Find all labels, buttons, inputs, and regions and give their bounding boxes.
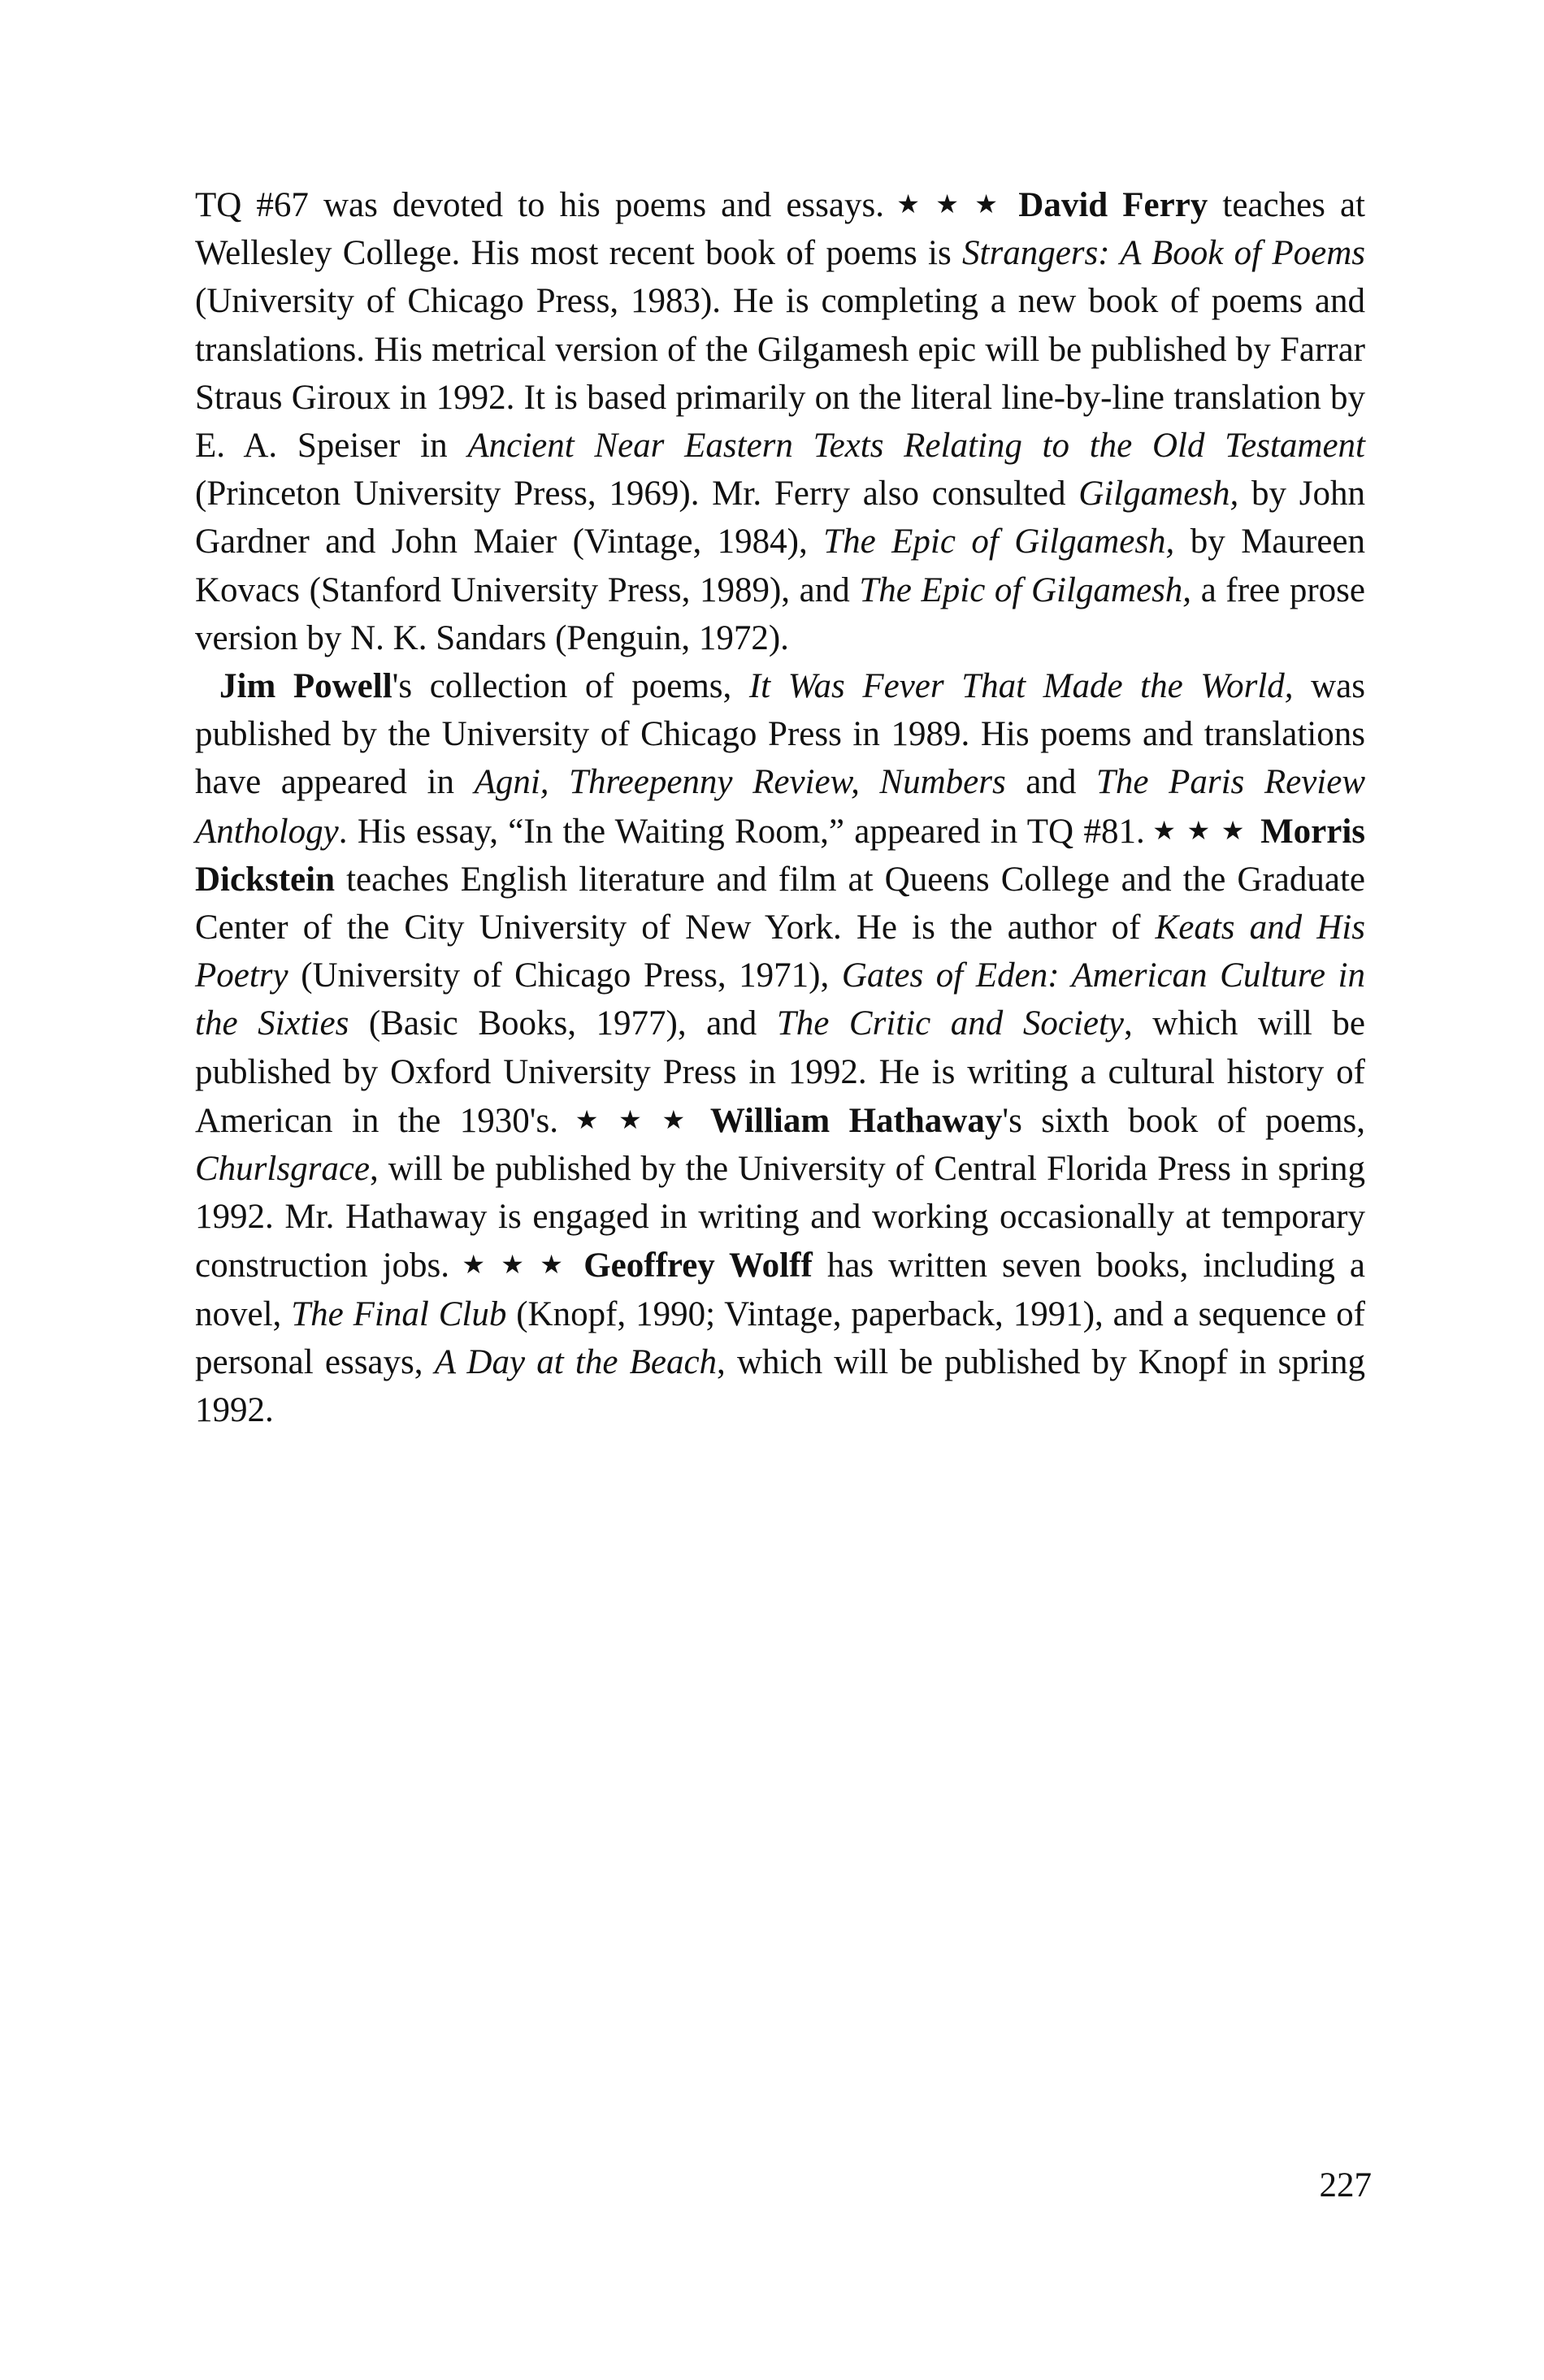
book-title: Gates of Eden: American Culture in the Sixties <box>195 956 1366 1043</box>
book-title: A Day at the Beach <box>434 1342 718 1381</box>
note-text: TQ #67 was devoted to his poems and essays. <box>195 186 884 224</box>
book-title: The Epic of Gilgamesh, <box>823 522 1175 561</box>
book-title: Strangers: A Book of Poems <box>962 234 1366 273</box>
note-text: a free prose version by N. K. Sandars (Penguin, 1972). <box>195 570 1365 657</box>
contributor-name-geoffrey-wolff: Geoffrey Wolff <box>583 1246 813 1285</box>
book-title: Churlsgrace <box>195 1150 370 1189</box>
separator-stars: ★★★ <box>890 189 1014 219</box>
separator-stars: ★★★ <box>565 1104 705 1134</box>
note-text: . His essay, “In the Waiting Room,” appeared in TQ #81. <box>338 812 1145 851</box>
contributor-name-david-ferry: David Ferry <box>1018 186 1208 224</box>
book-title: The Final Club <box>291 1294 507 1333</box>
book-title: Ancient Near Eastern Texts Relating to the Old Testament <box>467 427 1366 466</box>
note-text: (Princeton University Press, 1969). Mr. Ferry also consulted <box>195 475 1079 514</box>
note-text: teaches English literature and film at Queens College and the Graduate Center of the City University of New York. He is the author of <box>195 860 1365 947</box>
contributor-notes <box>195 180 1365 1434</box>
note-text: was published by the University of Chicago Press in 1989. His poems and translations have appeared in <box>195 667 1365 802</box>
note-text: , will be published by the University of Central Florida Press in spring 1992. Mr. Hathaway is engaged in writing and working occasionally at temporary construction jobs. <box>195 1150 1365 1285</box>
note-text: (Basic Books, 1977), and <box>349 1004 777 1043</box>
note-text: , which will be published by Oxford University Press in 1992. He is writing a cultural history of American in the 1930's. <box>195 1004 1365 1140</box>
note-text: 's collection of poems, <box>392 667 749 706</box>
book-title: The Critic and Society <box>776 1004 1124 1043</box>
note-text: (Knopf, 1990; Vintage, paperback, 1991), and a sequence of personal essays, <box>195 1294 1365 1381</box>
contributor-name-william-hathaway: William Hathaway <box>709 1101 1003 1140</box>
note-text: teaches at Wellesley College. His most recent book of poems is <box>195 186 1366 273</box>
journal-titles: Agni, Threepenny Review, Numbers <box>474 763 1006 802</box>
note-text: by Maureen Kovacs (Stanford University Press, 1989), and <box>195 522 1365 609</box>
page-number: 227 <box>1319 2166 1372 2204</box>
note-text: (University of Chicago Press, 1971), <box>288 956 842 995</box>
separator-stars: ★★★ <box>1151 815 1256 845</box>
separator-stars: ★★★ <box>456 1250 579 1280</box>
book-title: It Was Fever That Made the World, <box>748 667 1294 706</box>
contributor-name-jim-powell: Jim Powell <box>219 667 393 706</box>
book-title: Keats and His Poetry <box>195 908 1365 995</box>
note-text: (University of Chicago Press, 1983). He is completing a new book of poems and translations. His metrical version of the Gilgamesh epic will be published by Farrar Straus Giroux in 1992. It is based primarily on the literal line-by-line translation by E. A. Speiser in <box>195 282 1365 466</box>
paragraph-powell <box>195 662 1365 1434</box>
note-text: has written seven books, including a novel, <box>195 1246 1365 1333</box>
book-title: Gilgamesh, <box>1078 475 1239 514</box>
contributor-name-morris-dickstein: Morris Dickstein <box>195 812 1366 899</box>
note-text: 's sixth book of poems, <box>1002 1101 1365 1140</box>
paragraph-ferry <box>195 180 1365 662</box>
note-text: and <box>1005 763 1096 802</box>
book-title: The Epic of Gilgamesh, <box>859 570 1192 609</box>
journal-title: The Paris Review Anthology <box>195 763 1365 851</box>
note-text: by John Gardner and John Maier (Vintage, 1984), <box>195 475 1366 561</box>
note-text: , which will be published by Knopf in spring 1992. <box>195 1342 1365 1430</box>
